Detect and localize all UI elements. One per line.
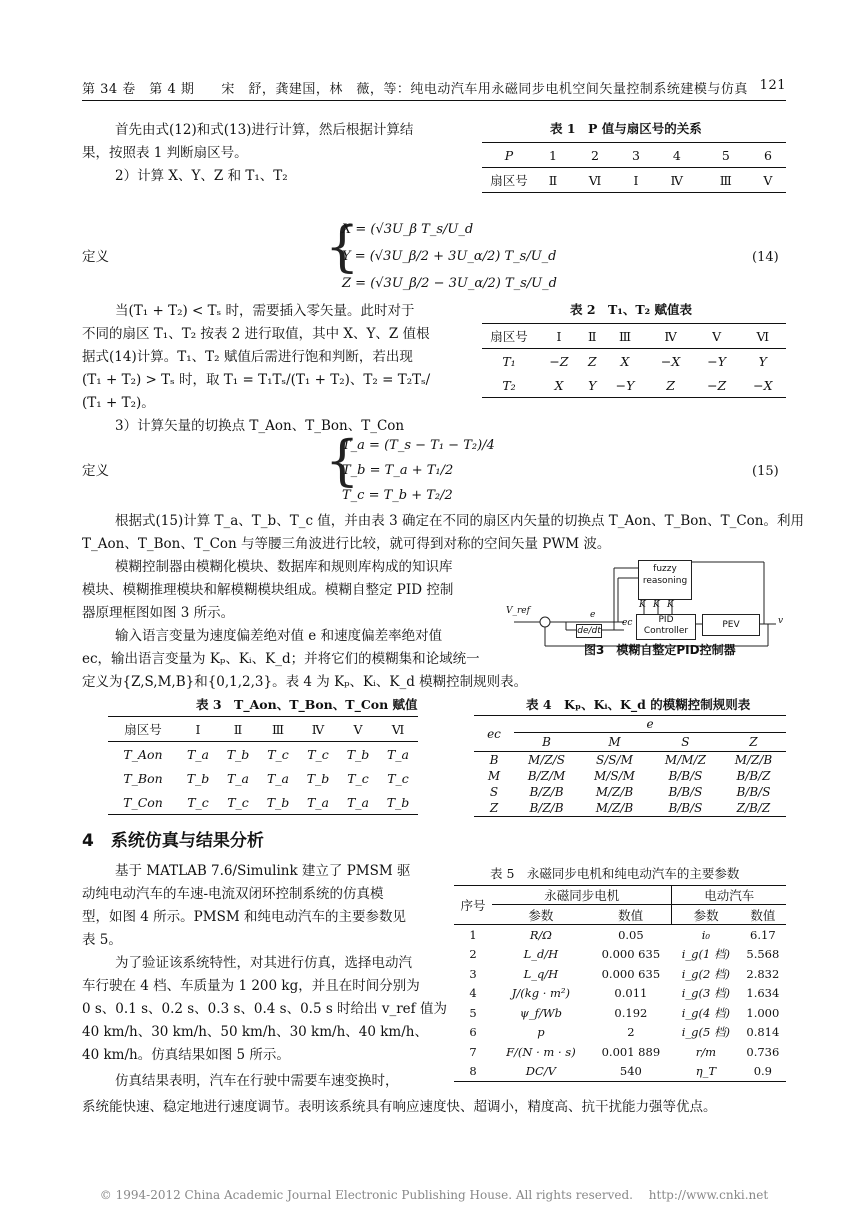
table-cell: r/m	[695, 1044, 716, 1059]
table-cell: B/B/S	[668, 769, 703, 783]
table-cell: 4	[469, 986, 477, 1001]
step-3: 3）计算矢量的切换点 T_Aon、T_Bon、T_Con	[115, 418, 405, 434]
table-cell: M/Z/B	[734, 753, 773, 767]
table-cell: p	[537, 1025, 545, 1040]
define-14-label: 定义	[82, 249, 109, 265]
table-cell: 1	[548, 147, 557, 163]
table-cell: P	[504, 147, 514, 163]
table-cell: 0.000 635	[601, 966, 661, 981]
table-row	[482, 373, 786, 398]
table-cell: Ⅱ	[233, 721, 243, 737]
table-cell: T_b	[306, 770, 330, 786]
table-cell: M	[608, 735, 621, 749]
table-cell: 8	[469, 1064, 477, 1079]
pev-block: PEV	[702, 614, 760, 636]
table-cell: i₀	[701, 927, 710, 942]
table-cell: T₂	[502, 377, 516, 393]
table-header-ec: ec	[487, 726, 501, 741]
table-cell: M/Z/B	[595, 785, 634, 799]
paragraph-3-line-3: 据式(14)计算。T₁、T₂ 赋值后需进行饱和判断，若出现	[82, 349, 413, 365]
table-cell: S	[489, 785, 499, 799]
table-cell: 0.9	[753, 1064, 772, 1079]
paragraph-3-line-5: (T₁ + T₂)。	[82, 395, 155, 411]
table-cell: 2	[591, 147, 599, 163]
table-cell: Ⅳ	[664, 328, 677, 344]
table-row	[482, 143, 786, 168]
figure-3-caption: 图3 模糊自整定PID控制器	[584, 643, 736, 657]
table-cell: T_b	[386, 794, 410, 810]
table-cell: 1.000	[746, 1005, 780, 1020]
k-label: K	[667, 600, 674, 610]
table-cell: Z/B/Z	[736, 801, 771, 815]
table-cell: M/S/M	[594, 769, 635, 783]
paragraph-5b: T_Aon、T_Bon、T_Con 与等腰三角波进行比较，就可得到对称的空间矢量 PWM 波。	[82, 536, 611, 552]
table-row	[108, 766, 418, 790]
table-cell: −Y	[615, 377, 635, 393]
table-row	[474, 752, 786, 769]
table-row	[474, 800, 786, 817]
table-cell: B/Z/B	[529, 785, 564, 799]
equation-14-line-2: Y = (√3U_β/2 + 3U_α/2) T_s/U_d	[342, 249, 557, 264]
table-cell: −X	[660, 353, 681, 369]
table-cell: ψ_f/Wb	[519, 1005, 562, 1020]
v-output-label: v	[778, 616, 784, 626]
table-cell: 540	[619, 1064, 642, 1079]
table-cell: 2.832	[746, 966, 780, 981]
table-cell: T_a	[346, 794, 370, 810]
table-cell: 0.011	[614, 986, 648, 1001]
table-cell: B/B/S	[736, 785, 771, 799]
table-cell: T_c	[387, 770, 409, 786]
equation-15-line-2: T_b = T_a + T₁/2	[342, 463, 454, 478]
paragraph-10b: 系统能快速、稳定地进行速度调节。表明该系统具有响应速度快、超调小，精度高、抗干扰能力强等优点。	[82, 1099, 717, 1115]
table-row	[482, 168, 786, 193]
table-row	[454, 1023, 786, 1043]
table-cell: 6.17	[750, 927, 776, 942]
table-cell: Ⅲ	[271, 721, 285, 737]
table-cell: T_b	[226, 746, 250, 762]
table-cell: 6	[763, 147, 772, 163]
table-cell: Ⅰ	[195, 721, 201, 737]
table2-caption: 表 2 T₁、T₂ 赋值表	[570, 302, 692, 317]
table5	[454, 885, 786, 1082]
table-cell: Ⅰ	[633, 172, 639, 188]
paragraph-3-line-4: (T₁ + T₂) > Tₛ 时，取 T₁ = T₁Tₛ/(T₁ + T₂)、T₂ = T₂Tₛ/	[82, 372, 431, 388]
table-cell: T_a	[306, 794, 330, 810]
table-cell: 7	[469, 1044, 477, 1059]
table-cell: −Y	[707, 353, 727, 369]
table-header: 电动汽车	[672, 886, 786, 905]
table-cell: L_q/H	[523, 966, 559, 981]
table-cell: 0.000 635	[601, 947, 661, 962]
copyright-footer: © 1994-2012 China Academic Journal Electronic Publishing House. All rights reserved. http://www.cnki.net	[99, 1188, 769, 1202]
paragraph-3-line-1: 当(T₁ + T₂) < Tₛ 时，需要插入零矢量。此时对于	[115, 303, 415, 319]
table-cell: Z	[749, 735, 758, 749]
table-cell: B	[542, 735, 551, 749]
table-cell: Ⅳ	[311, 721, 325, 737]
table-cell: M/Z/S	[528, 753, 565, 767]
table-row	[108, 790, 418, 815]
vref-label: V_ref	[506, 606, 530, 616]
page-number: 121	[759, 78, 786, 93]
table-cell: Ⅴ	[763, 172, 773, 188]
table-row	[108, 717, 418, 742]
table-header: 数值	[618, 907, 644, 923]
table-header: 参数	[672, 905, 740, 925]
table-cell: F/(N · m · s)	[506, 1044, 576, 1059]
table-cell: i_g(3 档)	[681, 986, 730, 1001]
table-header: 参数	[528, 907, 554, 923]
k-label: K	[639, 600, 646, 610]
table-cell: Z	[587, 353, 597, 369]
table-cell: Ⅳ	[670, 172, 684, 188]
paragraph-1a: 首先由式(12)和式(13)进行计算，然后根据计算结	[115, 122, 414, 138]
define-15-label: 定义	[82, 463, 109, 479]
table-cell: Ⅲ	[618, 328, 632, 344]
k-label: K	[653, 600, 660, 610]
table-cell: 0.736	[746, 1044, 780, 1059]
table-cell: 2	[469, 947, 477, 962]
paragraph-10a: 仿真结果表明，汽车在行驶中需要车速变换时，	[115, 1073, 399, 1089]
paragraph-6-line-2: 模块、模糊推理模块和解模糊模块组成。模糊自整定 PID 控制	[82, 582, 454, 598]
table-cell: B/B/Z	[736, 769, 771, 783]
table-cell: Z	[666, 377, 675, 393]
paragraph-9-line-1: 为了验证该系统特性，对其进行仿真，选择电动汽	[115, 955, 412, 971]
equation-15-line-1: T_a = (T_s − T₁ − T₂)/4	[342, 438, 495, 453]
table2	[482, 323, 786, 398]
table-cell: η_T	[695, 1064, 716, 1079]
section-heading: 4 系统仿真与结果分析	[82, 831, 264, 851]
table-cell: T_c	[267, 746, 289, 762]
table-cell: T_c	[227, 794, 249, 810]
table-cell: T_a	[266, 770, 290, 786]
table1-caption: 表 1 P 值与扇区号的关系	[550, 121, 702, 136]
table-cell: T_a	[386, 746, 410, 762]
table4	[474, 715, 786, 817]
table-row	[474, 716, 786, 733]
table-header: 数值	[750, 907, 776, 923]
table-cell: 扇区号	[490, 329, 528, 344]
table-cell: L_d/H	[523, 947, 559, 962]
table-cell: 0.001 889	[601, 1044, 661, 1059]
table-row	[474, 768, 786, 784]
table-cell: 5	[721, 147, 730, 163]
table-row	[454, 925, 786, 945]
table-cell: 1.634	[746, 986, 780, 1001]
table-cell: J/(kg · m²)	[511, 986, 571, 1001]
table-row	[454, 984, 786, 1004]
table-cell: S	[681, 735, 690, 749]
table-cell: T_a	[186, 746, 210, 762]
equation-14-line-3: Z = (√3U_β/2 − 3U_α/2) T_s/U_d	[342, 276, 557, 291]
equation-14-number: (14)	[752, 250, 779, 265]
table-cell: 0.814	[746, 1025, 780, 1040]
pid-controller-block: PID Controller	[636, 614, 696, 640]
table-row	[474, 784, 786, 800]
table-cell: Ⅴ	[353, 721, 363, 737]
table-cell: 2	[627, 1025, 635, 1040]
table-cell: M/M/Z	[664, 753, 706, 767]
table-cell: B/Z/M	[527, 769, 566, 783]
table-cell: Ⅵ	[588, 172, 602, 188]
paragraph-8-line-4: 表 5。	[82, 932, 122, 948]
table-cell: Ⅱ	[587, 328, 597, 344]
table-row	[454, 964, 786, 984]
paragraph-3-line-2: 不同的扇区 T₁、T₂ 按表 2 进行取值，其中 X、Y、Z 值根	[82, 326, 430, 342]
running-header	[82, 78, 786, 97]
table-row	[482, 324, 786, 349]
table-cell: T_Aon	[123, 746, 163, 762]
table-cell: −X	[753, 377, 773, 393]
e-signal-label: e	[590, 610, 596, 620]
table-cell: 5.568	[746, 947, 780, 962]
paragraph-9-line-3: 0 s、0.1 s、0.2 s、0.3 s、0.4 s、0.5 s 时给出 v_ref 值为	[82, 1001, 447, 1017]
paragraph-9-line-4: 40 km/h、30 km/h、50 km/h、30 km/h、40 km/h、	[82, 1024, 428, 1040]
table-cell: −Z	[549, 353, 569, 369]
equation-15-line-3: T_c = T_b + T₂/2	[342, 488, 453, 503]
paragraph-9-line-5: 40 km/h。仿真结果如图 5 所示。	[82, 1047, 290, 1063]
table-cell: T_c	[187, 794, 209, 810]
table-cell: X	[554, 377, 564, 393]
equation-brace: {	[325, 215, 360, 278]
table-cell: Ⅰ	[556, 328, 562, 344]
table1	[482, 142, 786, 193]
table-cell: Ⅱ	[548, 172, 558, 188]
derivative-block: de/dt	[577, 626, 601, 636]
paragraph-7-line-3: 定义为{Z,S,M,B}和{0,1,2,3}。表 4 为 Kₚ、Kᵢ、K_d 模糊控制规则表。	[82, 674, 528, 690]
table3-caption: 表 3 T_Aon、T_Bon、T_Con 赋值	[196, 697, 418, 712]
table-cell: 0.05	[618, 927, 644, 942]
header-title: 第 34 卷 第 4 期 宋 舒，龚建国，林 薇，等：纯电动汽车用永磁同步电机空间矢量控制系统建模与仿真	[82, 82, 748, 97]
table-cell: Ⅵ	[756, 328, 770, 344]
table-cell: M/Z/B	[595, 801, 634, 815]
table-cell: Y	[758, 353, 767, 369]
table-cell: Y	[588, 377, 597, 393]
table-cell: T_b	[266, 794, 290, 810]
table-cell: M	[487, 769, 501, 783]
table-cell: −Z	[707, 377, 727, 393]
table-cell: Ⅲ	[719, 172, 732, 188]
equation-14-line-1: X = (√3U_β T_s/U_d	[342, 222, 474, 237]
table-cell: B/B/S	[668, 801, 703, 815]
table-cell: i_g(2 档)	[681, 966, 730, 981]
step-2: 2）计算 X、Y、Z 和 T₁、T₂	[115, 168, 288, 184]
table-cell: 4	[672, 147, 681, 163]
paragraph-8-line-3: 型，如图 4 所示。PMSM 和纯电动汽车的主要参数见	[82, 909, 406, 925]
table-cell: T_Con	[123, 794, 163, 810]
paragraph-6-line-1: 模糊控制器由模糊化模块、数据库和规则库构成的知识库	[115, 559, 453, 575]
paragraph-8-line-2: 动纯电动汽车的车速-电流双闭环控制系统的仿真模	[82, 886, 384, 902]
table-cell: T₁	[502, 353, 516, 369]
table-cell: S/S/M	[596, 753, 633, 767]
table-row	[454, 1042, 786, 1062]
header-rule	[82, 100, 786, 101]
table-cell: B/B/S	[668, 785, 703, 799]
table3	[108, 716, 418, 815]
equation-brace: {	[325, 429, 360, 492]
paragraph-5a: 根据式(15)计算 T_a、T_b、T_c 值，并由表 3 确定在不同的扇区内矢量的切换点 T_Aon、T_Bon、T_Con。利用	[115, 513, 804, 529]
fuzzy-reasoning-block: fuzzy reasoning	[638, 560, 692, 600]
table-cell: Ⅵ	[391, 721, 405, 737]
paragraph-9-line-2: 车行驶在 4 档、车质量为 1 200 kg，并且在时间分别为	[82, 978, 420, 994]
table-cell: T_c	[347, 770, 369, 786]
table-cell: B/Z/B	[529, 801, 564, 815]
table-row	[108, 742, 418, 767]
table4-caption: 表 4 Kₚ、Kᵢ、K_d 的模糊控制规则表	[526, 697, 751, 712]
table-cell: T_b	[346, 746, 370, 762]
table-cell: 3	[469, 966, 477, 981]
table5-caption: 表 5 永磁同步电机和纯电动汽车的主要参数	[490, 866, 740, 881]
paragraph-8-line-1: 基于 MATLAB 7.6/Simulink 建立了 PMSM 驱	[115, 863, 411, 879]
table-header-e: e	[514, 716, 786, 733]
table-cell: i_g(1 档)	[681, 947, 730, 962]
table-cell: 1	[469, 927, 477, 942]
table-cell: i_g(4 档)	[681, 1005, 730, 1020]
table-cell: B	[489, 753, 499, 767]
table-cell: 扇区号	[124, 722, 162, 737]
table-cell: T_a	[226, 770, 250, 786]
table-cell: 扇区号	[490, 173, 528, 188]
table-cell: T_Bon	[123, 770, 163, 786]
table-row	[454, 886, 786, 905]
ec-signal-label: ec	[622, 618, 633, 628]
table-cell: Z	[489, 801, 499, 815]
table-cell: i_g(5 档)	[681, 1025, 730, 1040]
paragraph-6-line-3: 器原理框图如图 3 所示。	[82, 605, 235, 621]
table-cell: 5	[469, 1005, 477, 1020]
table-cell: R/Ω	[529, 927, 552, 942]
table-row	[454, 905, 786, 925]
table-header: 永磁同步电机	[492, 886, 672, 905]
table-row	[454, 1062, 786, 1082]
table-row	[474, 733, 786, 752]
equation-15-number: (15)	[752, 464, 779, 479]
table-cell: 6	[469, 1025, 477, 1040]
table-row	[482, 349, 786, 374]
table-cell: T_b	[186, 770, 210, 786]
paragraph-1b: 果，按照表 1 判断扇区号。	[82, 145, 248, 161]
paragraph-7-line-1: 输入语言变量为速度偏差绝对值 e 和速度偏差率绝对值	[115, 628, 443, 644]
table-cell: 0.192	[614, 1005, 648, 1020]
table-cell: Ⅴ	[712, 328, 722, 344]
table-cell: X	[620, 353, 630, 369]
table-row	[454, 1003, 786, 1023]
table-cell: 3	[632, 147, 640, 163]
table-cell: T_c	[307, 746, 329, 762]
table-cell: DC/V	[525, 1064, 556, 1079]
table-header: 序号	[460, 898, 486, 913]
table-row	[454, 945, 786, 965]
paragraph-7-line-2: ec，输出语言变量为 Kₚ、Kᵢ、K_d；并将它们的模糊集和论域统一	[82, 651, 480, 667]
